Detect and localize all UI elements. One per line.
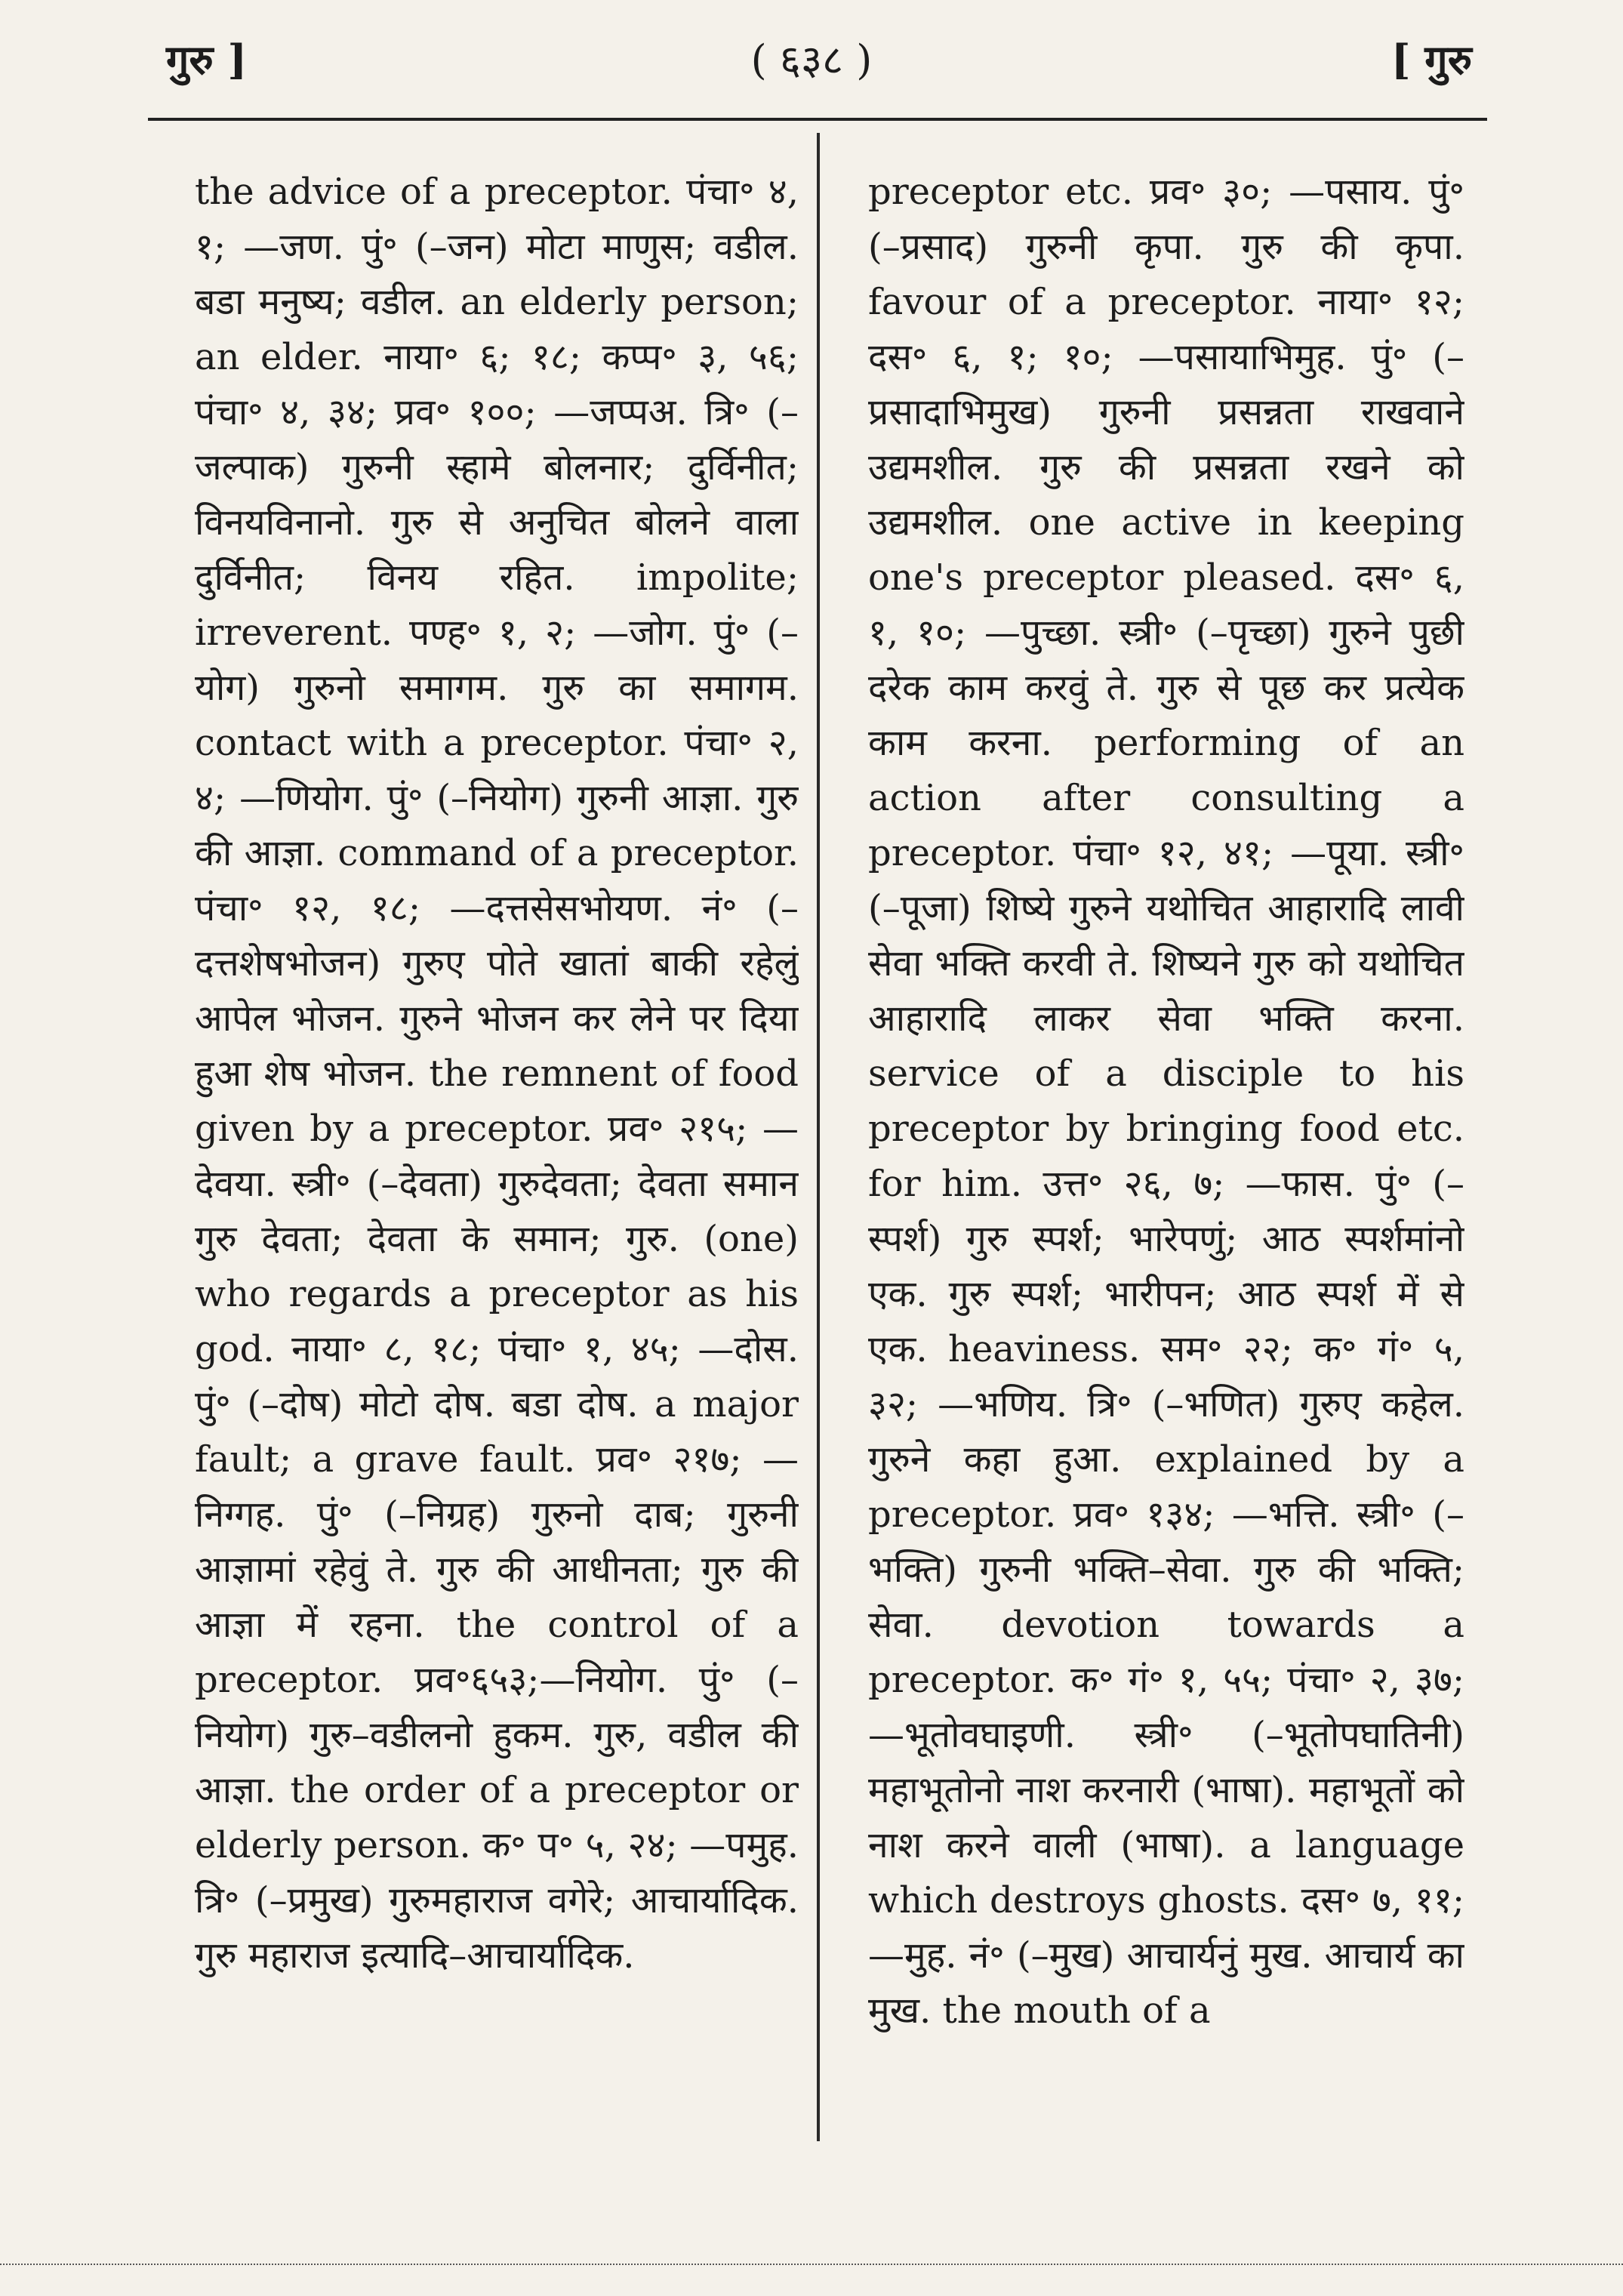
page-header xyxy=(151,30,1472,91)
left-column-text: the advice of a preceptor. पंचा॰ ४, १; —जण. पुं॰ (–जन) मोटा माणुस; वडील. बडा मनुष्य; वडील. an elderly person; an elder. नाया॰ ६; १८; कप्प॰ ३, ५६; पंचा॰ ४, ३४; प्रव॰ १००; —जप्पअ. त्रि॰ (–जल्पाक) गुरुनी स्हामे बोलनार; दुर्विनीत; विनयविनानो. गुरु से अनुचित बोलने वाला दुर्विनीत; विनय रहित. impolite; irreverent. पण्ह॰ १, २; —जोग. पुं॰ (–योग) गुरुनो समागम. गुरु का समागम. contact with a preceptor. पंचा॰ २, ४; —णियोग. पुं॰ (–नियोग) गुरुनी आज्ञा. गुरु की आज्ञा. command of a preceptor. पंचा॰ १२, १८; —दत्तसेसभोयण. नं॰ (–दत्तशेषभोजन) गुरुए पोते खातां बाकी रहेलुं आपेल भोजन. गुरुने भोजन कर लेने पर दिया हुआ शेष भोजन. the remnent of food given by a preceptor. प्रव॰ २१५; —देवया. स्त्री॰ (–देवता) गुरुदेवता; देवता समान गुरु देवता; देवता के समान; गुरु. (one) who regards a preceptor as his god. नाया॰ ८, १८; पंचा॰ १, ४५; —दोस. पुं॰ (–दोष) मोटो दोष. बडा दोष. a major fault; a grave fault. प्रव॰ २१७; —निग्गह. पुं॰ (–निग्रह) गुरुनो दाब; गुरुनी आज्ञामां रहेवुं ते. गुरु की आधीनता; गुरु की आज्ञा में रहना. the control of a preceptor. प्रव॰६५३;—नियोग. पुं॰ (–नियोग) गुरु–वडीलनो हुकम. गुरु, वडील की आज्ञा. the order of a preceptor or elderly person. क॰ प॰ ५, २४; —पमुह. त्रि॰ (–प्रमुख) गुरुमहाराज वगेरे; आचार्यादिक. गुरु महाराज इत्यादि–आचार्यादिक. xyxy=(195,171,799,1977)
header-rule xyxy=(148,118,1487,121)
column-divider xyxy=(817,133,820,2141)
page-number: ( ६३८ ) xyxy=(750,36,873,84)
running-head-left: गुरु ] xyxy=(166,35,248,84)
right-column-text: preceptor etc. प्रव॰ ३०; —पसाय. पुं॰ (–प्रसाद) गुरुनी कृपा. गुरु की कृपा. favour of a preceptor. नाया॰ १२; दस॰ ६, १; १०; —पसायाभिमुह. पुं॰ (–प्रसादाभिमुख) गुरुनी प्रसन्नता राखवाने उद्यमशील. गुरु की प्रसन्नता रखने को उद्यमशील. one active in keeping one's preceptor pleased. दस॰ ६, १, १०; —पुच्छा. स्त्री॰ (–पृच्छा) गुरुने पुछी दरेक काम करवुं ते. गुरु से पूछ कर प्रत्येक काम करना. performing of an action after consulting a preceptor. पंचा॰ १२, ४१; —पूया. स्त्री॰ (–पूजा) शिष्ये गुरुने यथोचित आहारादि लावी सेवा भक्ति करवी ते. शिष्यने गुरु को यथोचित आहारादि लाकर सेवा भक्ति करना. service of a disciple to his preceptor by bringing food etc. for him. उत्त॰ २६, ७; —फास. पुं॰ (–स्पर्श) गुरु स्पर्श; भारेपणुं; आठ स्पर्शमांनो एक. गुरु स्पर्श; भारीपन; आठ स्पर्श में से एक. heaviness. सम॰ २२; क॰ गं॰ ५, ३२; —भणिय. त्रि॰ (–भणित) गुरुए कहेल. गुरुने कहा हुआ. explained by a preceptor. प्रव॰ १३४; —भत्ति. स्त्री॰ (–भक्ति) गुरुनी भक्ति–सेवा. गुरु की भक्ति; सेवा. devotion towards a preceptor. क॰ गं॰ १, ५५; पंचा॰ २, ३७; —भूतोवघाइणी. स्त्री॰ (–भूतोपघातिनी) महाभूतोनो नाश करनारी (भाषा). महाभूतों को नाश करने वाली (भाषा). a language which destroys ghosts. दस॰ ७, ११; —मुह. नं॰ (–मुख) आचार्यनुं मुख. आचार्य का मुख. the mouth of a xyxy=(868,171,1464,2032)
left-column xyxy=(195,165,799,1983)
bottom-edge xyxy=(0,2264,1623,2267)
running-head-right: [ गुरु xyxy=(1390,35,1472,84)
right-column xyxy=(868,165,1464,2039)
